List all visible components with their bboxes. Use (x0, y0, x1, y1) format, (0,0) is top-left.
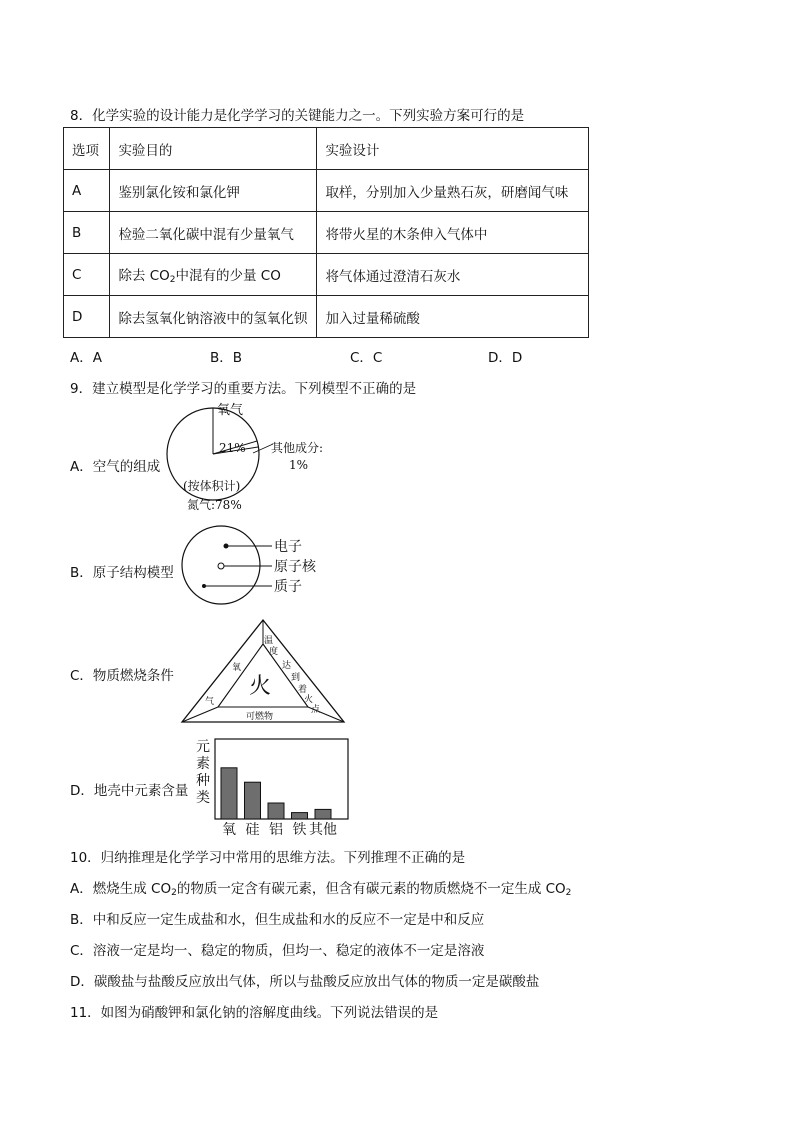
q8-choices (70, 346, 590, 366)
tick-label-2: 铝 (269, 822, 283, 838)
pie-label-other-pct: 1% (289, 458, 309, 472)
pie-label-oxygen: 氧气 (217, 403, 244, 418)
row-goal: 检验二氧化碳中混有少量氧气 (110, 212, 317, 254)
bar-1 (245, 782, 261, 819)
row-goal: 鉴别氯化铵和氯化钾 (110, 170, 317, 212)
bar-0 (221, 768, 237, 819)
electron-dot (224, 544, 229, 549)
q8-stem: 8．化学实验的设计能力是化学学习的关键能力之一。下列实验方案可行的是 (70, 108, 525, 124)
fire-right-char: 点 (311, 705, 321, 715)
air-composition-pie (165, 400, 350, 515)
goal-pre: 除去 CO (118, 268, 170, 284)
fire-triangle (180, 618, 346, 724)
q10-option-d[interactable]: D．碳酸盐与盐酸反应放出气体，所以与盐酸反应放出气体的物质一定是碳酸盐 (70, 974, 540, 990)
fire-right-char: 火 (304, 695, 314, 705)
tick-label-4: 其他 (309, 822, 337, 838)
q8-table (63, 127, 589, 338)
q10-option-c[interactable]: C．溶液一定是均一、稳定的物质，但均一、稳定的液体不一定是溶液 (70, 943, 485, 959)
row-design: 加入过量稀硫酸 (317, 296, 589, 338)
q9-option-c-label[interactable]: C．物质燃烧条件 (70, 668, 174, 684)
goal-sub: 2 (169, 275, 176, 285)
q9-option-d-label[interactable]: D．地壳中元素含量 (70, 783, 189, 799)
row-design: 将带火星的木条伸入气体中 (317, 212, 589, 254)
tick-label-group (222, 821, 337, 838)
q10-a-sub-end: 2 (565, 888, 572, 898)
q10-stem: 10．归纳推理是化学学习中常用的思维方法。下列推理不正确的是 (70, 850, 466, 866)
choice-a[interactable]: A．A (70, 350, 102, 366)
atom-label-electron: 电子 (274, 539, 302, 555)
atom-label-proton: 质子 (274, 579, 302, 595)
row-option: C (64, 254, 110, 296)
choice-d[interactable]: D．D (488, 350, 523, 366)
row-option: D (64, 296, 110, 338)
table-row (64, 254, 589, 296)
chart-ylabel-char: 素 (196, 756, 210, 772)
table-row (64, 296, 589, 338)
proton-dot (202, 584, 206, 588)
chart-ylabel-char: 类 (196, 790, 210, 806)
fire-right-char: 达 (282, 661, 292, 671)
fire-center-label: 火 (249, 674, 272, 699)
table-row (64, 170, 589, 212)
fire-bottom-label: 可燃物 (246, 712, 274, 722)
bar-4 (315, 809, 331, 819)
header-option: 选项 (64, 128, 110, 170)
header-design: 实验设计 (317, 128, 589, 170)
pie-label-other: 其他成分: (271, 441, 324, 455)
bar-group (221, 768, 331, 819)
table-header-row (64, 128, 589, 170)
fire-left-char: 氧 (232, 663, 242, 673)
chart-ylabel-char: 种 (196, 773, 210, 789)
chart-ylabel-char: 元 (196, 739, 210, 755)
q10-option-a[interactable] (70, 877, 571, 898)
row-goal (110, 254, 317, 296)
tick-label-0: 氧 (222, 822, 236, 838)
q9-option-a-label[interactable]: A．空气的组成 (70, 459, 161, 475)
other-leader-line (253, 444, 273, 453)
q10-a-sub: 2 (171, 888, 177, 898)
fire-right-char: 着 (298, 685, 308, 695)
q10-a-mid: 的物质一定含有碳元素，但含有碳元素的物质燃烧不一定生成 CO (176, 881, 566, 897)
row-design: 取样，分别加入少量熟石灰，研磨闻气味 (317, 170, 589, 212)
element-bar-chart (193, 734, 355, 838)
fire-right-char: 温 (264, 636, 274, 646)
q10-a-pre: A．燃烧生成 CO (70, 881, 172, 897)
bar-3 (292, 813, 308, 819)
goal-post: 中混有的少量 CO (175, 268, 281, 284)
fire-right-char: 度 (269, 647, 279, 657)
bar-2 (268, 803, 284, 819)
fire-left-char: 气 (205, 697, 215, 707)
header-goal: 实验目的 (110, 128, 317, 170)
q11-stem: 11．如图为硝酸钾和氯化钠的溶解度曲线。下列说法错误的是 (70, 1005, 439, 1021)
fire-right-char: 到 (291, 673, 301, 683)
pie-label-oxygen-pct: 21% (219, 441, 246, 455)
row-option: B (64, 212, 110, 254)
row-design: 将气体通过澄清石灰水 (317, 254, 589, 296)
tick-label-1: 硅 (245, 822, 260, 838)
atom-label-nucleus: 原子核 (274, 559, 316, 575)
tick-label-3: 铁 (292, 822, 307, 838)
q9-option-b-label[interactable]: B．原子结构模型 (70, 565, 174, 581)
row-option: A (64, 170, 110, 212)
choice-b[interactable]: B．B (210, 350, 243, 366)
nucleus-dot (218, 563, 224, 569)
row-goal: 除去氢氧化钠溶液中的氢氧化钡 (110, 296, 317, 338)
table-row (64, 212, 589, 254)
atom-model (178, 525, 358, 605)
choice-c[interactable]: C．C (350, 350, 383, 366)
pie-label-nitrogen: 氮气:78% (187, 498, 242, 512)
q9-stem: 9．建立模型是化学学习的重要方法。下列模型不正确的是 (70, 381, 417, 397)
pie-label-note: (按体积计) (183, 479, 241, 493)
q10-option-b[interactable]: B．中和反应一定生成盐和水，但生成盐和水的反应不一定是中和反应 (70, 912, 485, 928)
